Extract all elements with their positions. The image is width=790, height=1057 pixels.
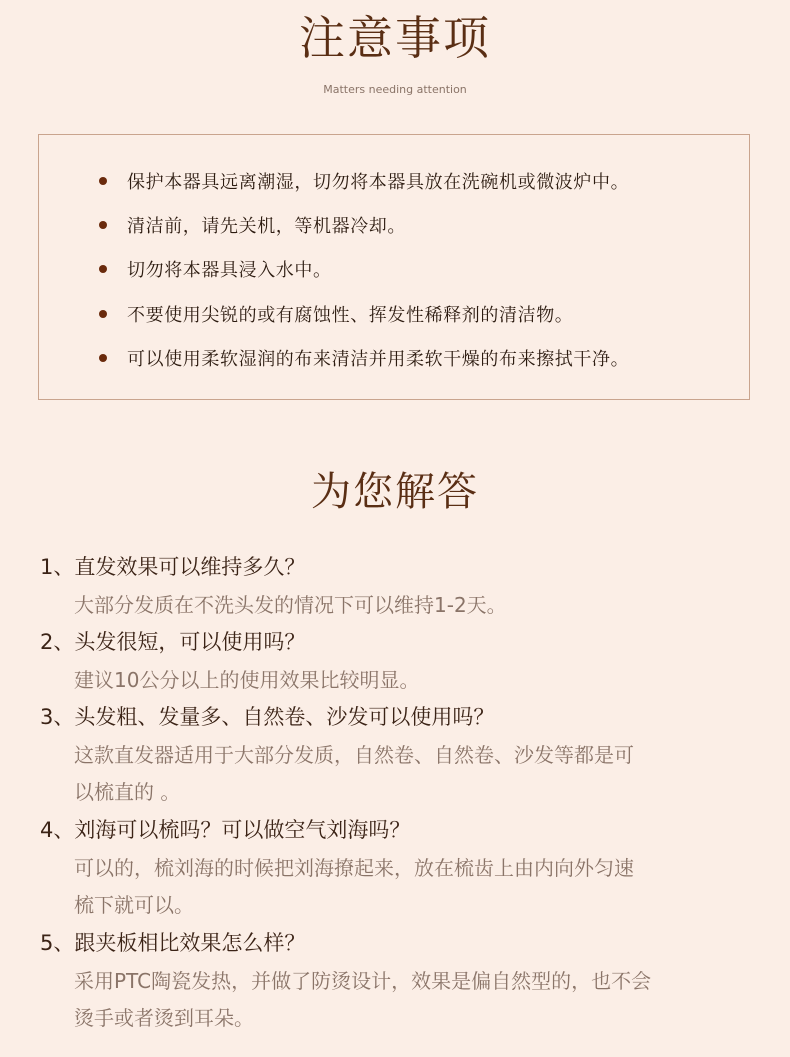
notice-item-text: 可以使用柔软湿润的布来清洁并用柔软干燥的布来擦拭干净。 xyxy=(127,349,630,370)
bullet-icon xyxy=(99,221,107,229)
notice-subtitle: Matters needing attention xyxy=(323,83,467,96)
faq-answer: 建议10公分以上的使用效果比较明显。 xyxy=(74,668,420,692)
notice-item-text: 保护本器具远离潮湿，切勿将本器具放在洗碗机或微波炉中。 xyxy=(127,172,630,193)
notice-item-text: 切勿将本器具浸入水中。 xyxy=(127,260,332,281)
faq-answer: 大部分发质在不洗头发的情况下可以维持1-2天。 xyxy=(74,593,507,617)
faq-question: 2、头发很短，可以使用吗？ xyxy=(40,630,306,654)
faq-question: 5、跟夹板相比效果怎么样？ xyxy=(40,931,306,955)
faq-question: 4、刘海可以梳吗？可以做空气刘海吗？ xyxy=(40,818,411,842)
notice-item-text: 不要使用尖锐的或有腐蚀性、挥发性稀释剂的清洁物。 xyxy=(127,305,574,326)
faq-answer: 以梳直的 。 xyxy=(74,780,181,804)
notice-item-text: 清洁前，请先关机，等机器冷却。 xyxy=(127,216,406,237)
faq-answer: 可以的，梳刘海的时候把刘海撩起来，放在梳齿上由内向外匀速 xyxy=(74,856,634,880)
notice-item xyxy=(99,210,406,240)
bullet-icon xyxy=(99,354,107,362)
notice-item xyxy=(99,343,629,373)
faq-answer: 烫手或者烫到耳朵。 xyxy=(74,1006,254,1030)
notice-box xyxy=(38,134,750,400)
notice-title: 注意事项 xyxy=(299,11,491,65)
notice-item xyxy=(99,166,629,196)
notice-item xyxy=(99,299,573,329)
faq-answer: 梳下就可以。 xyxy=(74,893,194,917)
faq-title: 为您解答 xyxy=(311,469,479,515)
faq-answer: 采用PTC陶瓷发热，并做了防烫设计，效果是偏自然型的，也不会 xyxy=(74,969,652,993)
bullet-icon xyxy=(99,265,107,273)
notice-item xyxy=(99,254,332,284)
faq-question: 1、直发效果可以维持多久？ xyxy=(40,555,306,579)
faq-question: 3、头发粗、发量多、自然卷、沙发可以使用吗？ xyxy=(40,705,495,729)
bullet-icon xyxy=(99,177,107,185)
bullet-icon xyxy=(99,310,107,318)
faq-answer: 这款直发器适用于大部分发质，自然卷、自然卷、沙发等都是可 xyxy=(74,743,634,767)
